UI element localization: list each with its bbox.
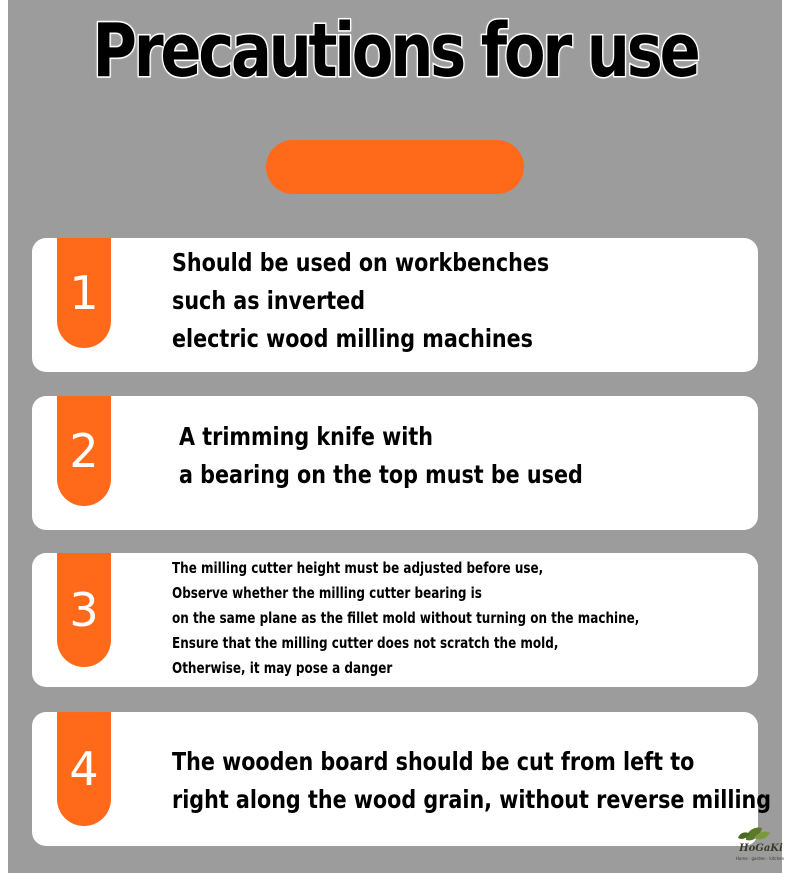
item-number: 1 — [69, 266, 99, 320]
item-text — [172, 244, 549, 358]
item-number: 3 — [69, 583, 99, 637]
number-tab — [57, 712, 111, 826]
item-text-line: The wooden board should be cut from left to — [172, 747, 695, 776]
item-text-line: electric wood milling machines — [172, 324, 533, 353]
logo-tagline: Home · garden · kitchen — [735, 856, 785, 861]
item-text-line: right along the wood grain, without reverse milling — [172, 785, 772, 814]
number-tab — [57, 238, 111, 348]
logo-name: HoGaKi — [739, 843, 783, 854]
item-text-line: on the same plane as the fillet mold without turning on the machine, — [172, 609, 640, 627]
item-text — [179, 418, 583, 494]
page-title: Precautions for use — [92, 8, 698, 94]
item-text — [172, 743, 771, 819]
item-text-line: Observe whether the milling cutter bearing is — [172, 584, 482, 602]
number-tab — [57, 553, 111, 667]
precaution-card-1 — [32, 238, 758, 372]
item-text-line: The milling cutter height must be adjusted before use, — [172, 559, 544, 577]
orange-pill-decoration — [266, 140, 524, 194]
precaution-card-4 — [32, 712, 772, 846]
item-number: 4 — [69, 742, 99, 796]
item-text-line: such as inverted — [172, 286, 366, 315]
number-tab — [57, 396, 111, 506]
item-text — [172, 556, 639, 681]
precaution-card-3 — [32, 553, 758, 687]
item-text-line: Should be used on workbenches — [172, 248, 550, 277]
item-number: 2 — [69, 424, 99, 478]
item-text-line: a bearing on the top must be used — [179, 460, 583, 489]
item-text-line: Ensure that the milling cutter does not scratch the mold, — [172, 634, 559, 652]
precaution-card-2 — [32, 396, 758, 530]
item-text-line: A trimming knife with — [179, 422, 434, 451]
item-text-line: Otherwise, it may pose a danger — [172, 659, 393, 677]
